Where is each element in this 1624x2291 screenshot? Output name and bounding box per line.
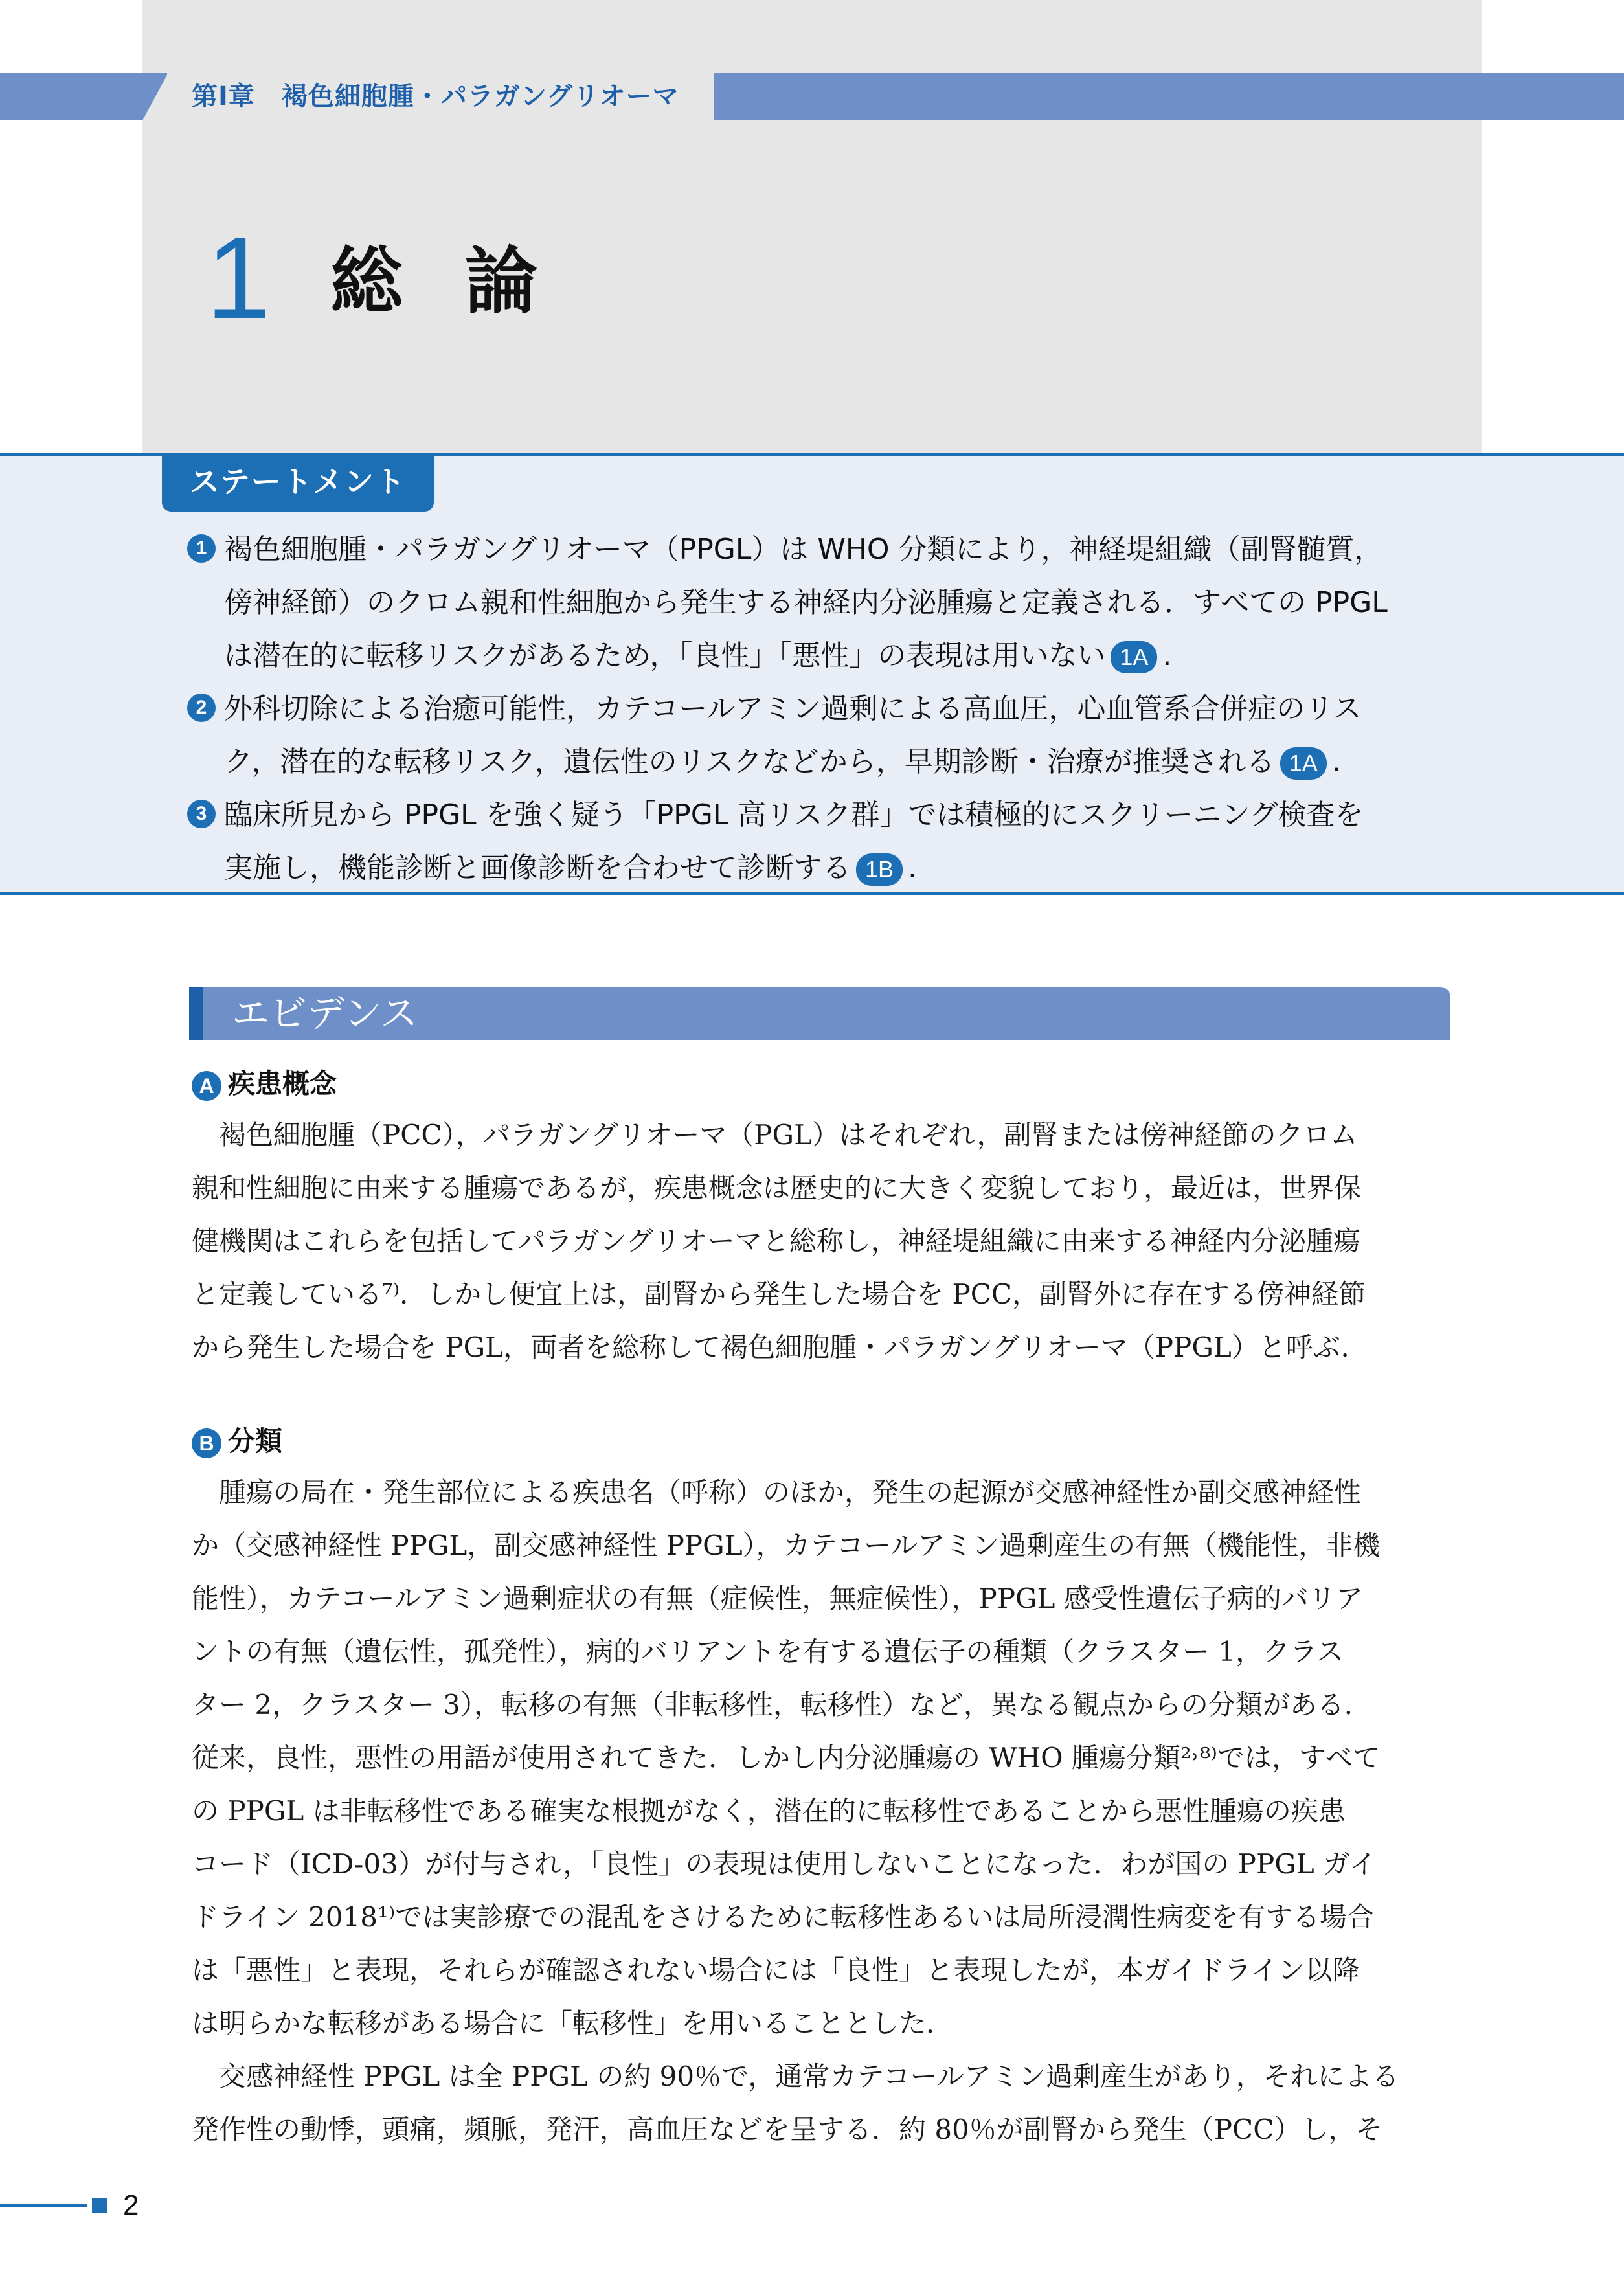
statement-number-3: 3 [187, 800, 216, 828]
statement-end: . [1331, 745, 1341, 778]
text-line: 能性），カテコールアミン過剰症状の有無（症候性，無症候性），PPGL 感受性遺伝子病的バリア [192, 1583, 1363, 1614]
page-number-marker [92, 2198, 107, 2213]
text-line: から発生した場合を PGL，両者を総称して褐色細胞腫・パラガングリオーマ（PPGL）と呼ぶ． [192, 1331, 1368, 1363]
statement-item-2 [188, 683, 1444, 789]
subsection-title: 分類 [228, 1425, 283, 1457]
section-number: 1 [206, 213, 271, 343]
text-line: ター 2，クラスター 3），転移の有無（非転移性，転移性）など，異なる観点からの分類がある． [192, 1689, 1371, 1721]
text-line: か（交感神経性 PPGL，副交感神経性 PPGL），カテコールアミン過剰産生の有無（機能性，非機 [192, 1529, 1381, 1561]
text-line: 従来，良性，悪性の用語が使用されてきた．しかし内分泌腫瘍の WHO 腫瘍分類²˒⁸⁾では，すべて [192, 1742, 1380, 1774]
text-line: コード（ICD-03）が付与され，「良性」の表現は使用しないことになった．わが国の PPGL ガイ [192, 1848, 1377, 1880]
grade-badge: 1A [1111, 641, 1157, 673]
statement-line: 臨床所見から PPGL を強く疑う「PPGL 高リスク群」では積極的にスクリーニング検査を [224, 798, 1364, 831]
statement-number-2: 2 [187, 694, 216, 722]
statement-item-1 [188, 523, 1444, 683]
text-line: と定義している⁷⁾．しかし便宜上は，副腎から発生した場合を PCC，副腎外に存在する傍神経節 [192, 1278, 1366, 1310]
text-line: 交感神経性 PPGL は全 PPGL の約 90％で，通常カテコールアミン過剰産生があり，それによる [192, 2060, 1399, 2092]
statement-line-text: は潜在的に転移リスクがあるため，「良性」「悪性」の表現は用いない [224, 639, 1106, 672]
text-line: 親和性細胞に由来する腫瘍であるが，疾患概念は歴史的に大きく変貌しており，最近は，世界保 [192, 1172, 1362, 1204]
statement-line: 褐色細胞腫・パラガングリオーマ（PPGL）は WHO 分類により，神経堤組織（副腎髄質， [224, 533, 1383, 566]
subsection-heading-a [192, 1065, 337, 1103]
text-line: の PPGL は非転移性である確実な根拠がなく，潜在的に転移性であることから悪性腫瘍の疾患 [192, 1795, 1346, 1827]
chapter-title: 第Ⅰ章 褐色細胞腫・パラガングリオーマ [192, 82, 679, 111]
text-line: は明らかな転移がある場合に「転移性」を用いることとした． [192, 2007, 954, 2039]
text-line: は「悪性」と表現，それらが確認されない場合には「良性」と表現したが，本ガイドライン以降 [192, 1954, 1360, 1986]
page-number-rule [0, 2204, 87, 2207]
grade-badge: 1B [856, 853, 903, 886]
statement-label: ステートメント [162, 453, 434, 512]
statement-line-text: 実施し，機能診断と画像診断を合わせて診断する [224, 852, 851, 885]
page-number: 2 [123, 2189, 139, 2221]
text-line: ントの有無（遺伝性，孤発性），病的バリアントを有する遺伝子の種類（クラスター 1，クラス [192, 1636, 1344, 1667]
grade-badge: 1A [1280, 747, 1327, 780]
text-line: 発作性の動悸，頭痛，頻脈，発汗，高血圧などを呈する．約 80％が副腎から発生（PCC）し，そ [192, 2114, 1383, 2145]
paragraph-classification [192, 1466, 1435, 2156]
subsection-title: 疾患概念 [228, 1068, 337, 1100]
title-panel [142, 0, 1482, 453]
text-line: 褐色細胞腫（PCC），パラガングリオーマ（PGL）はそれぞれ，副腎または傍神経節のクロム [192, 1119, 1358, 1151]
subsection-heading-b [192, 1422, 282, 1461]
statement-line [188, 629, 1444, 683]
text-line: ドライン 2018¹⁾では実診療での混乱をさけるために転移性あるいは局所浸潤性病変を有する場合 [192, 1901, 1375, 1933]
evidence-heading-bar [189, 987, 1450, 1040]
statement-item-3 [188, 789, 1444, 895]
statement-end: . [908, 852, 918, 885]
statement-end: . [1162, 639, 1172, 672]
statement-line: 傍神経節）のクロム親和性細胞から発生する神経内分泌腫瘍と定義される．すべての PPGL [224, 586, 1388, 619]
statement-line-text: ク，潜在的な転移リスク，遺伝性のリスクなどから，早期診断・治療が推奨される [224, 745, 1275, 778]
text-line: 健機関はこれらを包括してパラガングリオーマと総称し，神経堤組織に由来する神経内分泌腫瘍 [192, 1225, 1360, 1257]
evidence-title: エビデンス [232, 991, 418, 1035]
section-title: 総論 [330, 240, 600, 324]
statement-number-1: 1 [187, 534, 216, 563]
subsection-badge: A [192, 1071, 221, 1101]
text-line: 腫瘍の局在・発生部位による疾患名（呼称）のほか，発生の起源が交感神経性か副交感神経性 [192, 1476, 1362, 1508]
statement-line: 外科切除による治癒可能性，カテコールアミン過剰による高血圧，心血管系合併症のリス [224, 692, 1362, 725]
subsection-badge: B [192, 1428, 221, 1458]
statement-line [188, 842, 1444, 895]
paragraph-disease-concept [192, 1109, 1435, 1374]
statement-line [188, 736, 1444, 789]
